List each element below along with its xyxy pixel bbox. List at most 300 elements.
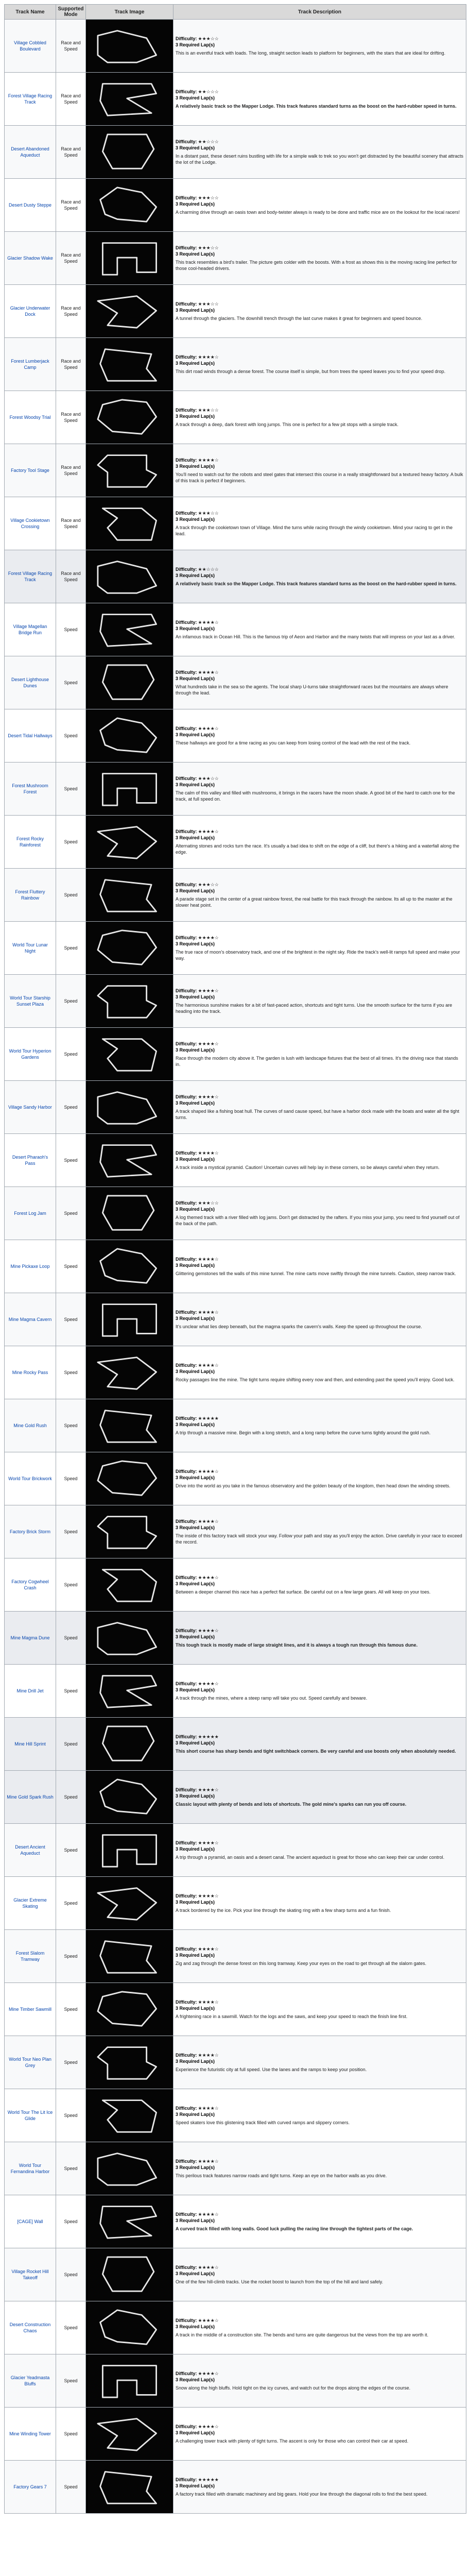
- laps-label: Required Lap(s): [179, 1315, 215, 1321]
- track-map-outline: [88, 444, 171, 497]
- cell-track-description: [173, 1028, 466, 1081]
- track-name-link[interactable]: Village Cookietown Crossing: [10, 517, 50, 529]
- track-map-outline: [88, 2248, 171, 2301]
- track-map-image[interactable]: [88, 444, 171, 497]
- track-map-image[interactable]: [88, 2089, 171, 2142]
- cell-track-name: [5, 20, 56, 73]
- laps-count: 3: [176, 1740, 179, 1745]
- cell-track-image: [86, 126, 173, 179]
- difficulty-label: Difficulty:: [176, 2211, 197, 2217]
- cell-track-image: [86, 2248, 173, 2301]
- track-map-image[interactable]: [88, 1081, 171, 1133]
- track-name-link[interactable]: Desert Tidal Hallways: [8, 733, 53, 738]
- track-map-image[interactable]: [88, 73, 171, 125]
- track-map-image[interactable]: [88, 179, 171, 231]
- difficulty-stars: ★★★★☆: [198, 988, 219, 993]
- track-name-link[interactable]: Desert Pharaoh's Pass: [12, 1154, 48, 1166]
- track-description-text: Speed skaters love this glistening track filled with curved ramps and slippery corners.: [176, 2120, 350, 2126]
- track-name-link[interactable]: World Tour Hyperion Gardens: [9, 1048, 51, 1060]
- laps-count: 3: [176, 1952, 179, 1958]
- difficulty-row: [176, 139, 219, 144]
- track-description-text: A frightening race in a sawmill. Watch for the logs and the saws, and keep your speed to reach the finish line first.: [176, 2014, 408, 2020]
- laps-label: Required Lap(s): [179, 2430, 215, 2435]
- cell-supported-mode: Speed: [56, 1081, 86, 1134]
- track-map-outline: [88, 1399, 171, 1452]
- track-name-link[interactable]: Desert Abandoned Aqueduct: [11, 146, 49, 158]
- cell-track-name: [5, 2461, 56, 2514]
- required-laps: [176, 1047, 464, 1053]
- track-map-image[interactable]: [88, 656, 171, 709]
- track-map-image[interactable]: [88, 1134, 171, 1187]
- track-name-link[interactable]: Mine Gold Spark Rush: [7, 1794, 54, 1800]
- difficulty-row: [176, 1094, 219, 1099]
- track-map-image[interactable]: [88, 869, 171, 921]
- laps-label: Required Lap(s): [179, 1262, 215, 1268]
- cell-supported-mode: Speed: [56, 869, 86, 922]
- cell-track-image: [86, 232, 173, 285]
- difficulty-row: [176, 2053, 219, 2058]
- difficulty-row: [176, 2477, 219, 2482]
- track-map-image[interactable]: [88, 20, 171, 72]
- track-name-link[interactable]: Mine Hill Sprint: [14, 1741, 46, 1747]
- track-map-image[interactable]: [88, 1771, 171, 1823]
- required-laps: [176, 2430, 464, 2436]
- cell-track-image: [86, 338, 173, 391]
- track-map-outline: [88, 2142, 171, 2195]
- laps-label: Required Lap(s): [179, 1740, 215, 1745]
- track-name-link[interactable]: Village Cobbled Boulevard: [14, 40, 46, 52]
- laps-label: Required Lap(s): [179, 888, 215, 893]
- track-path: [98, 1358, 156, 1389]
- required-laps: [176, 413, 464, 419]
- track-description-text: This perilous track features narrow roads and tight turns. Keep an eye on the harbor walls as you drive.: [176, 2173, 387, 2179]
- required-laps: [176, 1262, 464, 1268]
- track-name-link[interactable]: Glacier Yeadmasta Bluffs: [10, 2375, 50, 2386]
- track-path: [100, 349, 156, 381]
- cell-track-image: [86, 1824, 173, 1877]
- track-map-image[interactable]: [88, 1824, 171, 1876]
- track-description-text: Experience the futuristic city at full speed. Use the lanes and the ramps to keep your position.: [176, 2067, 367, 2073]
- track-name-link[interactable]: Forest Village Racing Track: [8, 570, 53, 582]
- required-laps: [176, 1952, 464, 1958]
- cell-track-image: [86, 1081, 173, 1134]
- track-path: [98, 296, 156, 328]
- difficulty-stars: ★★★☆☆: [198, 195, 219, 200]
- track-map-image[interactable]: [88, 975, 171, 1027]
- laps-label: Required Lap(s): [179, 625, 215, 631]
- track-name-link[interactable]: Mine Drill Jet: [16, 1688, 44, 1693]
- difficulty-label: Difficulty:: [176, 2052, 197, 2058]
- laps-count: 3: [176, 2111, 179, 2117]
- track-name-link[interactable]: World Tour Fernandina Harbor: [10, 2162, 50, 2174]
- cell-track-name: [5, 1346, 56, 1399]
- difficulty-stars: ★★★★☆: [198, 1574, 219, 1580]
- track-name-link[interactable]: Mine Magma Dune: [10, 1635, 50, 1640]
- track-name-link[interactable]: Forest Log Jam: [14, 1210, 46, 1216]
- table-row: [5, 73, 466, 126]
- required-laps: [176, 625, 464, 632]
- track-name-link[interactable]: Glacier Extreme Skating: [13, 1897, 47, 1909]
- table-row: [5, 1293, 466, 1346]
- track-name-link[interactable]: Forest Fluttery Rainbow: [15, 889, 45, 901]
- difficulty-label: Difficulty:: [176, 725, 197, 731]
- track-name-link[interactable]: Forest Rocky Rainforest: [16, 836, 44, 848]
- laps-label: Required Lap(s): [179, 145, 215, 150]
- track-map-image[interactable]: [88, 1399, 171, 1452]
- track-map-outline: [88, 1346, 171, 1399]
- cell-track-description: [173, 816, 466, 869]
- track-name-link[interactable]: World Tour Starship Sunset Plaza: [10, 995, 50, 1007]
- cell-track-name: [5, 2142, 56, 2195]
- track-map-image[interactable]: [88, 1930, 171, 1982]
- table-row: [5, 2195, 466, 2248]
- track-map-image[interactable]: [88, 126, 171, 178]
- track-name-link[interactable]: World Tour Neo Plan Grey: [9, 2056, 51, 2068]
- track-map-image[interactable]: [88, 1718, 171, 1770]
- track-map-image[interactable]: [88, 1240, 171, 1293]
- cell-track-image: [86, 2142, 173, 2195]
- track-name-link[interactable]: Forest Woodsy Trial: [9, 414, 51, 420]
- header-supported-mode[interactable]: Supported Mode: [56, 5, 86, 20]
- track-name-link[interactable]: Glacier Underwater Dock: [10, 305, 50, 317]
- laps-count: 3: [176, 413, 179, 419]
- laps-count: 3: [176, 675, 179, 681]
- cell-track-image: [86, 2195, 173, 2248]
- track-map-image[interactable]: [88, 550, 171, 603]
- track-map-outline: [88, 497, 171, 550]
- difficulty-label: Difficulty:: [176, 1362, 197, 1368]
- track-map-image[interactable]: [88, 709, 171, 762]
- required-laps: [176, 2005, 464, 2011]
- track-map-outline: [88, 2195, 171, 2248]
- difficulty-stars: ★★★★☆: [198, 1946, 219, 1952]
- difficulty-label: Difficulty:: [176, 935, 197, 940]
- required-laps: [176, 2483, 464, 2489]
- track-map-image[interactable]: [88, 1452, 171, 1505]
- required-laps: [176, 782, 464, 788]
- cell-supported-mode: Speed: [56, 1452, 86, 1505]
- required-laps: [176, 1687, 464, 1693]
- laps-count: 3: [176, 95, 179, 100]
- track-name-link[interactable]: Glacier Shadow Wake: [7, 255, 53, 261]
- track-description-text: This tough track is mostly made of large straight lines, and it is always a tough run through this famous dune.: [176, 1642, 418, 1648]
- track-map-image[interactable]: [88, 1505, 171, 1558]
- track-map-image[interactable]: [88, 2195, 171, 2248]
- difficulty-row: [176, 195, 219, 200]
- cell-track-description: [173, 1134, 466, 1187]
- track-name-link[interactable]: Forest Mushroom Forest: [12, 783, 48, 794]
- cell-track-name: [5, 975, 56, 1028]
- header-track-name[interactable]: Track Name: [5, 5, 56, 20]
- difficulty-row: [176, 354, 219, 360]
- cell-track-description: [173, 2142, 466, 2195]
- cell-supported-mode: Speed: [56, 922, 86, 975]
- table-row: [5, 1718, 466, 1771]
- track-description-text: This is an eventful track with loads. The long, straight section leads to platform for beginners, with the stars that are ideal for drifting.: [176, 50, 446, 56]
- track-map-outline: [88, 2461, 171, 2513]
- track-map-outline: [88, 2408, 171, 2460]
- cell-track-name: [5, 73, 56, 126]
- track-map-image[interactable]: [88, 2408, 171, 2460]
- track-name-link[interactable]: World Tour Lunar Night: [12, 942, 48, 954]
- difficulty-label: Difficulty:: [176, 669, 197, 675]
- cell-track-description: [173, 1824, 466, 1877]
- laps-label: Required Lap(s): [179, 463, 215, 469]
- track-map-image[interactable]: [88, 2354, 171, 2407]
- track-map-image[interactable]: [88, 1028, 171, 1080]
- cell-track-name: [5, 1187, 56, 1240]
- cell-track-image: [86, 1452, 173, 1505]
- difficulty-stars: ★★★★☆: [198, 2424, 219, 2429]
- laps-count: 3: [176, 1100, 179, 1106]
- track-name-link[interactable]: Village Sandy Harbor: [8, 1104, 52, 1110]
- track-map-outline: [88, 1452, 171, 1505]
- difficulty-row: [176, 2212, 219, 2217]
- track-path: [100, 615, 156, 647]
- track-path: [102, 1196, 153, 1230]
- difficulty-row: [176, 1840, 219, 1845]
- track-map-image[interactable]: [88, 1612, 171, 1664]
- track-map-image[interactable]: [88, 922, 171, 974]
- track-name-link[interactable]: World Tour Brickwork: [8, 1476, 52, 1481]
- header-track-description[interactable]: Track Description: [173, 5, 466, 20]
- track-map-image[interactable]: [88, 2248, 171, 2301]
- laps-label: Required Lap(s): [179, 2483, 215, 2488]
- header-track-image[interactable]: Track Image: [86, 5, 173, 20]
- cell-track-name: [5, 1134, 56, 1187]
- required-laps: [176, 1156, 464, 1162]
- track-description-text: A tunnel through the glaciers. The downhill trench through the last curve makes it great for beginners and speed bounce.: [176, 316, 423, 321]
- cell-supported-mode: Race and Speed: [56, 444, 86, 497]
- laps-label: Required Lap(s): [179, 572, 215, 578]
- difficulty-label: Difficulty:: [176, 354, 197, 360]
- cell-supported-mode: Race and Speed: [56, 20, 86, 73]
- difficulty-stars: ★★★☆☆: [198, 510, 219, 516]
- cell-track-image: [86, 869, 173, 922]
- laps-label: Required Lap(s): [179, 2005, 215, 2011]
- table-row: [5, 869, 466, 922]
- difficulty-stars: ★★★★★: [198, 2477, 219, 2482]
- table-row: [5, 285, 466, 338]
- required-laps: [176, 1475, 464, 1481]
- track-map-image[interactable]: [88, 816, 171, 868]
- required-laps: [176, 1421, 464, 1428]
- track-name-link[interactable]: Mine Rocky Pass: [12, 1369, 48, 1375]
- cell-track-image: [86, 1399, 173, 1452]
- cell-track-name: [5, 1824, 56, 1877]
- difficulty-label: Difficulty:: [176, 1094, 197, 1099]
- table-row: [5, 816, 466, 869]
- track-description-text: A factory track filled with dramatic machinery and big gears. Hold your line through the diagonal rolls to find the best speed.: [176, 2492, 428, 2497]
- laps-count: 3: [176, 1475, 179, 1480]
- cell-supported-mode: Speed: [56, 1824, 86, 1877]
- difficulty-stars: ★★★☆☆: [198, 245, 219, 250]
- cell-supported-mode: Speed: [56, 2354, 86, 2408]
- track-map-image[interactable]: [88, 1877, 171, 1929]
- track-name-link[interactable]: Desert Lighthouse Dunes: [11, 676, 49, 688]
- cell-track-description: [173, 1399, 466, 1452]
- track-name-link[interactable]: Village Rocket Hill Takeoff: [11, 2268, 49, 2280]
- cell-track-description: [173, 1771, 466, 1824]
- track-description-text: Classic layout with plenty of bends and lots of shortcuts. The gold mine's sparks can run you off course.: [176, 1802, 407, 1807]
- track-name-link[interactable]: Forest Village Racing Track: [8, 93, 53, 105]
- track-map-image[interactable]: [88, 2301, 171, 2354]
- difficulty-stars: ★★★★☆: [198, 2317, 219, 2323]
- track-description-text: An infamous track in Ocean Hill. This is the famous trip of Aeon and Harbor and the many twists that will impress on your last as a driver.: [176, 634, 456, 640]
- required-laps: [176, 2164, 464, 2171]
- cell-track-description: [173, 497, 466, 550]
- required-laps: [176, 994, 464, 1000]
- track-map-outline: [88, 1558, 171, 1611]
- required-laps: [176, 1315, 464, 1321]
- difficulty-row: [176, 1416, 219, 1421]
- track-name-link[interactable]: Factory Brick Storm: [9, 1529, 50, 1534]
- track-map-image[interactable]: [88, 1293, 171, 1346]
- track-name-link[interactable]: Forest Lumberjack Camp: [11, 358, 49, 370]
- track-description-text: You'll need to watch out for the robots and steel gates that intersect this course in a really straightforward but a textured heavy factory. A bulk of this track is perfect if beginners.: [176, 472, 463, 484]
- track-map-outline: [88, 1824, 171, 1876]
- track-map-outline: [88, 1771, 171, 1823]
- difficulty-label: Difficulty:: [176, 407, 197, 413]
- cell-supported-mode: Speed: [56, 1612, 86, 1665]
- difficulty-row: [176, 882, 219, 887]
- cell-supported-mode: Speed: [56, 1771, 86, 1824]
- cell-supported-mode: Speed: [56, 2089, 86, 2142]
- track-name-link[interactable]: Village Magellan Bridge Run: [13, 623, 47, 635]
- track-map-image[interactable]: [88, 232, 171, 284]
- difficulty-label: Difficulty:: [176, 245, 197, 250]
- track-map-outline: [88, 1612, 171, 1664]
- track-map-image[interactable]: [88, 2036, 171, 2089]
- track-description-text: The calm of this valley and filled with mushrooms, it brings in the racers have the moon shade. A good bit of the hard to catch one for the track, at full speed on.: [176, 790, 455, 802]
- track-map-image[interactable]: [88, 603, 171, 656]
- track-name-link[interactable]: Mine Winding Tower: [9, 2431, 51, 2436]
- track-map-outline: [88, 391, 171, 444]
- difficulty-row: [176, 567, 219, 572]
- table-row: [5, 2142, 466, 2195]
- laps-count: 3: [176, 1634, 179, 1639]
- cell-track-description: [173, 2036, 466, 2089]
- track-name-link[interactable]: Factory Tool Stage: [11, 467, 49, 473]
- laps-label: Required Lap(s): [179, 1047, 215, 1053]
- difficulty-row: [176, 408, 219, 413]
- difficulty-label: Difficulty:: [176, 89, 197, 94]
- cell-track-image: [86, 73, 173, 126]
- track-name-link[interactable]: World Tour The Lit Ice Glide: [7, 2109, 53, 2121]
- laps-label: Required Lap(s): [179, 2111, 215, 2117]
- table-row: [5, 2354, 466, 2408]
- table-row: [5, 1081, 466, 1134]
- laps-count: 3: [176, 625, 179, 631]
- cell-supported-mode: Speed: [56, 1028, 86, 1081]
- track-map-image[interactable]: [88, 285, 171, 337]
- track-path: [102, 2257, 153, 2291]
- track-map-image[interactable]: [88, 1187, 171, 1240]
- required-laps: [176, 2111, 464, 2117]
- track-map-image[interactable]: [88, 1558, 171, 1611]
- difficulty-stars: ★★★★☆: [198, 2264, 219, 2270]
- difficulty-row: [176, 829, 219, 834]
- track-map-image[interactable]: [88, 762, 171, 815]
- track-name-link[interactable]: [CAGE] Wall: [17, 2218, 43, 2224]
- track-name-link[interactable]: Forest Slalom Tramway: [15, 1950, 45, 1962]
- cell-track-description: [173, 1930, 466, 1983]
- cell-supported-mode: Race and Speed: [56, 126, 86, 179]
- cell-track-name: [5, 1877, 56, 1930]
- difficulty-stars: ★★★☆☆: [198, 882, 219, 887]
- track-path: [98, 1461, 156, 1495]
- cell-track-name: [5, 2248, 56, 2301]
- cell-supported-mode: Race and Speed: [56, 550, 86, 603]
- track-name-link[interactable]: Desert Construction Chaos: [9, 2321, 51, 2333]
- required-laps: [176, 251, 464, 257]
- cell-supported-mode: Race and Speed: [56, 73, 86, 126]
- track-map-image[interactable]: [88, 338, 171, 391]
- laps-count: 3: [176, 1581, 179, 1586]
- required-laps: [176, 2058, 464, 2064]
- track-map-outline: [88, 1983, 171, 2036]
- table-row: [5, 1346, 466, 1399]
- track-map-image[interactable]: [88, 2142, 171, 2195]
- track-name-link[interactable]: Factory Cogwheel Crash: [11, 1579, 49, 1590]
- difficulty-stars: ★★★★☆: [198, 2052, 219, 2058]
- difficulty-stars: ★★★☆☆: [198, 1200, 219, 1206]
- track-map-outline: [88, 1293, 171, 1346]
- track-name-link[interactable]: Mine Pickaxe Loop: [10, 1263, 50, 1269]
- difficulty-stars: ★★★☆☆: [198, 407, 219, 413]
- difficulty-row: [176, 988, 219, 993]
- track-name-link[interactable]: Mine Magma Cavern: [8, 1316, 52, 1322]
- track-name-link[interactable]: Desert Dusty Steppe: [8, 202, 52, 208]
- table-row: [5, 1028, 466, 1081]
- track-map-image[interactable]: [88, 391, 171, 444]
- track-description-text: In a distant past, these desert ruins bustling with life for a simple walk to trek so you won't get distracted by the beautiful scenery that attracts the lot of the Lodge.: [176, 154, 464, 165]
- cell-supported-mode: Race and Speed: [56, 285, 86, 338]
- laps-count: 3: [176, 941, 179, 946]
- track-map-image[interactable]: [88, 1346, 171, 1399]
- track-map-image[interactable]: [88, 497, 171, 550]
- track-map-image[interactable]: [88, 2461, 171, 2513]
- track-name-link[interactable]: Desert Ancient Aqueduct: [15, 1844, 45, 1856]
- cell-track-name: [5, 1240, 56, 1293]
- table-row: [5, 1452, 466, 1505]
- laps-count: 3: [176, 2377, 179, 2382]
- track-map-image[interactable]: [88, 1665, 171, 1717]
- difficulty-stars: ★★☆☆☆: [198, 566, 219, 572]
- track-map-image[interactable]: [88, 1983, 171, 2036]
- laps-label: Required Lap(s): [179, 1793, 215, 1799]
- track-map-outline: [88, 1240, 171, 1293]
- required-laps: [176, 1634, 464, 1640]
- cell-track-description: [173, 2408, 466, 2461]
- laps-count: 3: [176, 1156, 179, 1162]
- difficulty-row: [176, 1734, 219, 1739]
- track-map-outline: [88, 179, 171, 231]
- cell-supported-mode: Race and Speed: [56, 179, 86, 232]
- track-map-outline: [88, 975, 171, 1027]
- track-map-outline: [88, 1930, 171, 1982]
- difficulty-label: Difficulty:: [176, 2158, 197, 2164]
- cell-track-image: [86, 762, 173, 816]
- laps-count: 3: [176, 1899, 179, 1905]
- track-name-link[interactable]: Mine Gold Rush: [13, 1422, 47, 1428]
- track-name-link[interactable]: Mine Timber Sawmill: [8, 2006, 52, 2012]
- track-name-link[interactable]: Factory Gears 7: [13, 2484, 47, 2489]
- cell-track-name: [5, 1983, 56, 2036]
- track-path: [98, 455, 156, 487]
- cell-track-image: [86, 2036, 173, 2089]
- track-map-outline: [88, 1187, 171, 1240]
